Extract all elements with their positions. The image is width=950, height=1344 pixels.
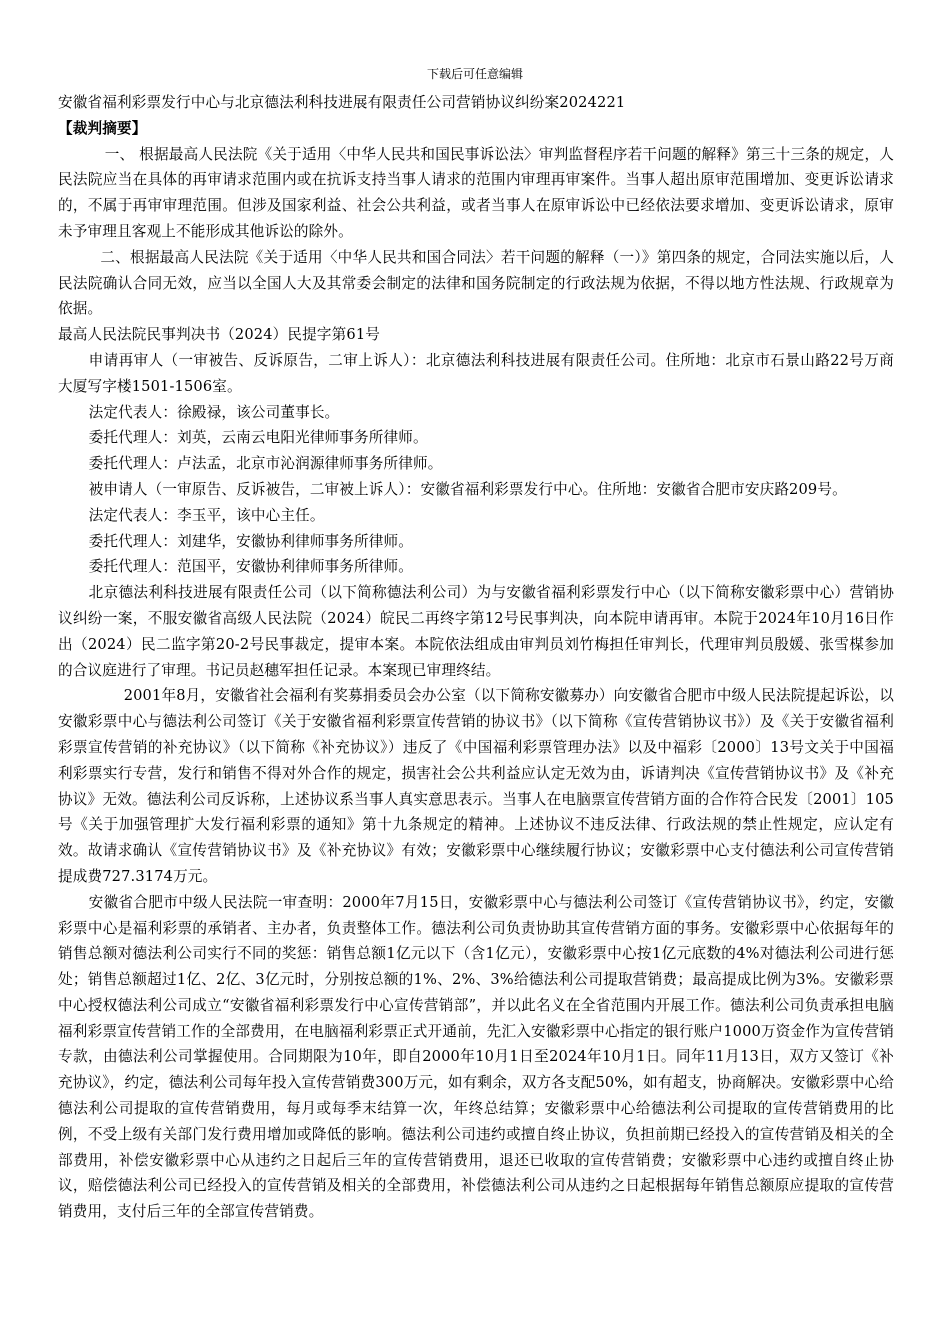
document-title: 安徽省福利彩票发行中心与北京德法利科技进展有限责任公司营销协议纠纷案2024221 — [58, 94, 626, 111]
paragraph-first-instance-findings: 安徽省合肥市中级人民法院一审查明：2000年7月15日，安徽彩票中心与德法利公司签订《宣传营销协议书》，约定，安徽彩票中心是福利彩票的承销者、主办者，负责整体工作。德法利公司负责协助其宣传营销方面的事务。安徽彩票中心依据每年的销售总额对德法利公司实行不同的奖惩：销售总额1亿元以下（含1亿元），安徽彩票中心按1亿元底数的4%对德法利公司进行惩处；销售总额超过1亿、2亿、3亿元时，分别按总额的1%、2%、3%给德法利公司提取营销费；最高提成比例为3%。安徽彩票中心授权德法利公司成立“安徽省福利彩票发行中心宣传营销部”，并以此名义在全省范围内开展工作。德法利公司负责承担电脑福利彩票宣传营销工作的全部费用，在电脑福利彩票正式开通前，先汇入安徽彩票中心指定的银行账户1000万资金作为宣传营销专款，由德法利公司掌握使用。合同期限为10年，即自2000年10月1日至2024年10月1日。同年11月13日，双方又签订《补充协议》，约定，德法利公司每年投入宣传营销费300万元，如有剩余，双方各支配50%，如有超支，协商解决。安徽彩票中心给德法利公司提取的宣传营销费用，每月或每季末结算一次，年终总结算；安徽彩票中心给德法利公司提取的宣传营销费用的比例，不受上级有关部门发行费用增加或降低的影响。德法利公司违约或擅自终止协议，负担前期已经投入的宣传营销及相关的全部费用，补偿安徽彩票中心从违约之日起后三年的宣传营销费用，退还已收取的宣传营销费；安徽彩票中心违约或擅自终止协议，赔偿德法利公司已经投入的宣传营销及相关的全部费用，补偿德法利公司从违约之日起根据每年销售总额原应提取的宣传营销费用，支付后三年的全部宣传营销费。 — [58, 893, 894, 1221]
party-applicant-rep: 法定代表人：徐殿禄，该公司董事长。 — [88, 403, 340, 421]
party-respondent-rep: 法定代表人：李玉平，该中心主任。 — [88, 506, 325, 524]
party-applicant-agent-2: 委托代理人：卢法孟，北京市沁润源律师事务所律师。 — [88, 455, 443, 473]
party-respondent: 被申请人（一审原告、反诉被告，二审被上诉人）：安徽省福利彩票发行中心。住所地：安徽省合肥市安庆路209号。 — [88, 480, 847, 498]
party-applicant-agent-1: 委托代理人：刘英，云南云电阳光律师事务所律师。 — [88, 429, 428, 447]
document-body — [58, 90, 894, 1225]
party-applicant: 申请再审人（一审被告、反诉原告，二审上诉人）：北京德法利科技进展有限责任公司。住所地：北京市石景山路22号万商大厦写字楼1501-1506室。 — [58, 351, 894, 395]
summary-label: 【裁判摘要】 — [58, 119, 147, 137]
party-respondent-agent-2: 委托代理人：范国平，安徽协利律师事务所律师。 — [88, 558, 414, 576]
page-header: 下载后可任意编辑 — [426, 67, 523, 81]
paragraph-intro: 北京德法利科技进展有限责任公司（以下简称德法利公司）为与安徽省福利彩票发行中心（以下简称安徽彩票中心）营销协议纠纷一案，不服安徽省高级人民法院（2024）皖民二再终字第12号民事判决，向本院申请再审。本院于2024年10月16日作出（2024）民二监字第20-2号民事裁定，提审本案。本院依法组成由审判员刘竹梅担任审判长，代理审判员殷媛、张雪楳参加的合议庭进行了审理。书记员赵穗军担任记录。本案现已审理终结。 — [58, 584, 894, 679]
paragraph-2001-lawsuit: 2001年8月，安徽省社会福利有奖募捐委员会办公室（以下简称安徽募办）向安徽省合肥市中级人民法院提起诉讼，以安徽彩票中心与德法利公司签订《关于安徽省福利彩票宣传营销的协议书》（以下简称《宣传营销协议书》）及《关于安徽省福利彩票宣传营销的补充协议》（以下简称《补充协议》）违反了《中国福利彩票管理办法》以及中福彩〔2000〕13号文关于中国福利彩票实行专营，发行和销售不得对外合作的规定，损害社会公共利益应认定无效为由，诉请判决《宣传营销协议书》及《补充协议》无效。德法利公司反诉称，上述协议系当事人真实意思表示。当事人在电脑票宣传营销方面的合作符合民发〔2001〕105号《关于加强管理扩大发行福利彩票的通知》第十九条规定的精神。上述协议不违反法律、行政法规的禁止性规定，应认定有效。故请求确认《宣传营销协议书》及《补充协议》有效；安徽彩票中心继续履行协议；安徽彩票中心支付德法利公司宣传营销提成费727.3174万元。 — [58, 687, 894, 885]
case-number: 最高人民法院民事判决书（2024）民提字第61号 — [58, 326, 380, 344]
summary-paragraph-1: 一、 根据最高人民法院《关于适用〈中华人民共和国民事诉讼法〉审判监督程序若干问题的解释》第三十三条的规定，人民法院应当在具体的再审请求范围内或在抗诉支持当事人请求的范围内审理再审案件。当事人超出原审范围增加、变更诉讼请求的，不属于再审审理范围。但涉及国家利益、社会公共利益，或者当事人在原审诉讼中已经依法要求增加、变更诉讼请求，原审未予审理且客观上不能形成其他诉讼的除外。 — [58, 145, 894, 240]
party-respondent-agent-1: 委托代理人：刘建华，安徽协利律师事务所律师。 — [88, 532, 414, 550]
summary-paragraph-2: 二、根据最高人民法院《关于适用〈中华人民共和国合同法〉若干问题的解释（一）》第四条的规定，合同法实施以后，人民法院确认合同无效，应当以全国人大及其常委会制定的法律和国务院制定的行政法规为依据，不得以地方性法规、行政规章为依据。 — [58, 248, 894, 318]
